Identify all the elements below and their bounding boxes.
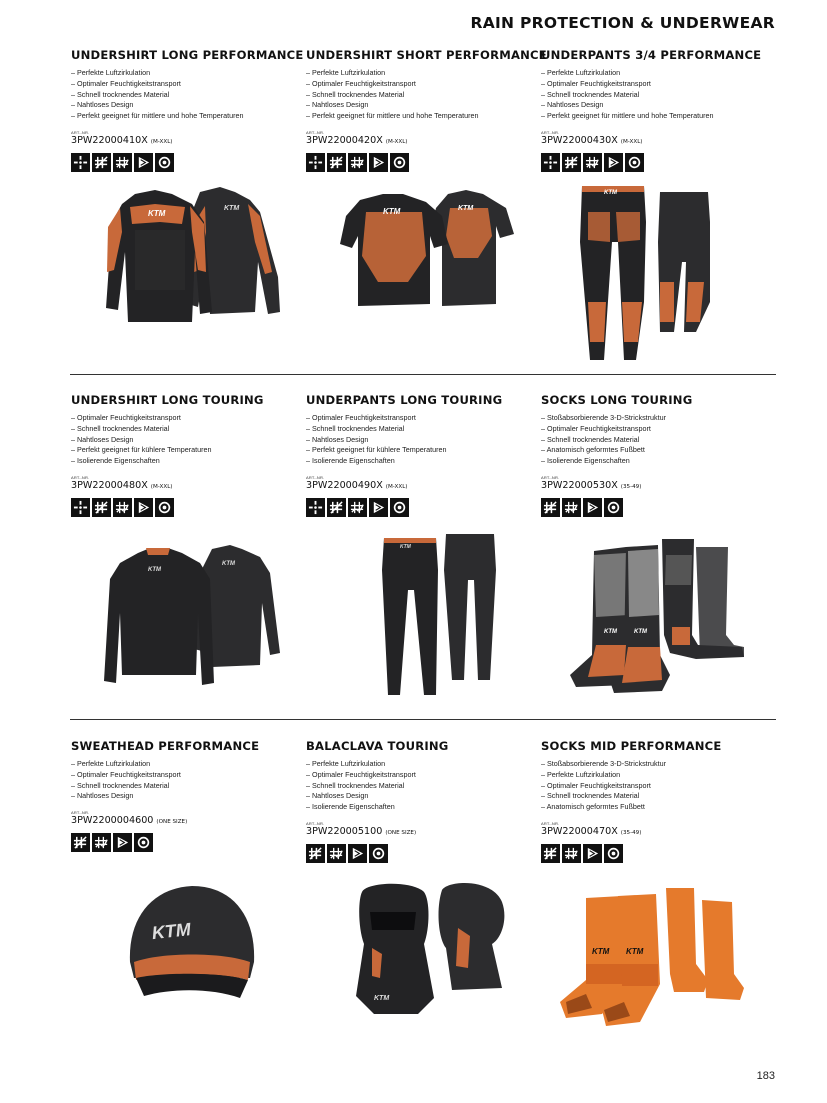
size-range: (ONE SIZE) bbox=[156, 819, 188, 826]
feature-list bbox=[306, 413, 536, 467]
article-code: 3PW2200004600 bbox=[71, 815, 154, 827]
socks-long-touring-image bbox=[566, 535, 746, 700]
quick-dry-icon bbox=[562, 844, 581, 863]
article-number bbox=[541, 480, 771, 493]
svg-text:KTM: KTM bbox=[604, 190, 617, 196]
feature-item: – Perfekte Luftzirkulation bbox=[541, 68, 621, 77]
article-number bbox=[71, 480, 301, 493]
feature-icons bbox=[71, 153, 301, 172]
feature-item: – Anatomisch geformtes Fußbett bbox=[541, 802, 645, 812]
article-number-label: ART.-NR. bbox=[306, 820, 325, 826]
svg-text:KTM: KTM bbox=[374, 995, 390, 1002]
article-number-label: ART.-NR. bbox=[71, 810, 90, 816]
feature-item: – Perfekte Luftzirkulation bbox=[541, 769, 621, 779]
moisture-transport-icon bbox=[562, 153, 581, 172]
airflow-icon bbox=[541, 153, 560, 172]
product-title: UNDERSHIRT LONG PERFORMANCE bbox=[71, 48, 304, 62]
feature-item: – Perfekte Luftzirkulation bbox=[306, 759, 386, 768]
product-title: SWEATHEAD PERFORMANCE bbox=[71, 739, 260, 753]
feature-item: – Isolierende Eigenschaften bbox=[306, 802, 395, 812]
feature-item: – Isolierende Eigenschaften bbox=[71, 456, 160, 466]
row-divider bbox=[70, 719, 776, 720]
seamless-icon bbox=[348, 844, 367, 863]
article-number-label: ART.-NR. bbox=[541, 129, 560, 135]
feature-list bbox=[541, 68, 771, 122]
moisture-transport-icon bbox=[541, 498, 560, 517]
feature-item: – Nahtloses Design bbox=[306, 434, 369, 444]
seamless-icon bbox=[134, 498, 153, 517]
feature-item: – Optimaler Feuchtigkeitstransport bbox=[541, 78, 651, 88]
article-number bbox=[71, 815, 301, 828]
product-title: UNDERSHIRT LONG TOURING bbox=[71, 393, 264, 407]
underpants-34-performance-image bbox=[574, 182, 724, 367]
feature-item: – Optimaler Feuchtigkeitstransport bbox=[306, 413, 416, 422]
product-undershirt-short-performance bbox=[306, 48, 547, 172]
feature-item: – Nahtloses Design bbox=[71, 100, 134, 110]
svg-text:KTM: KTM bbox=[148, 567, 161, 573]
feature-item: – Optimaler Feuchtigkeitstransport bbox=[306, 78, 416, 88]
product-title: SOCKS MID PERFORMANCE bbox=[541, 739, 722, 753]
product-underpants-long-touring bbox=[306, 393, 536, 517]
feature-item: – Perfekt geeignet für kühlere Temperaturen bbox=[306, 445, 447, 455]
moisture-transport-icon bbox=[541, 844, 560, 863]
product-undershirt-long-touring bbox=[71, 393, 301, 517]
feature-icons bbox=[71, 833, 301, 852]
svg-text:KTM: KTM bbox=[400, 544, 411, 550]
article-code: 3PW22000420X bbox=[306, 134, 383, 146]
feature-icons bbox=[306, 844, 536, 863]
quick-dry-icon bbox=[348, 153, 367, 172]
temperature-icon bbox=[369, 844, 388, 863]
feature-list bbox=[541, 759, 771, 813]
product-title: UNDERSHIRT SHORT PERFORMANCE bbox=[306, 48, 547, 62]
quick-dry-icon bbox=[562, 498, 581, 517]
feature-item: – Schnell trocknendes Material bbox=[71, 89, 170, 99]
feature-icons bbox=[306, 498, 536, 517]
undershirt-long-performance-image bbox=[100, 182, 290, 342]
feature-list bbox=[306, 759, 536, 813]
size-range: (M-XXL) bbox=[385, 483, 408, 490]
feature-item: – Anatomisch geformtes Fußbett bbox=[541, 445, 645, 455]
svg-text:KTM: KTM bbox=[222, 561, 235, 567]
svg-text:KTM: KTM bbox=[626, 947, 644, 956]
feature-item: – Schnell trocknendes Material bbox=[306, 89, 405, 99]
svg-text:KTM: KTM bbox=[383, 207, 401, 216]
svg-text:KTM: KTM bbox=[224, 205, 240, 212]
feature-item: – Optimaler Feuchtigkeitstransport bbox=[71, 413, 181, 422]
article-number bbox=[71, 135, 301, 148]
feature-item: – Perfekt geeignet für mittlere und hohe Temperaturen bbox=[541, 111, 714, 121]
moisture-transport-icon bbox=[306, 844, 325, 863]
temperature-icon bbox=[390, 498, 409, 517]
moisture-transport-icon bbox=[92, 153, 111, 172]
feature-item: – Nahtloses Design bbox=[541, 100, 604, 110]
quick-dry-icon bbox=[583, 153, 602, 172]
page-header: RAIN PROTECTION & UNDERWEAR bbox=[470, 14, 775, 32]
svg-text:KTM: KTM bbox=[150, 919, 192, 944]
seamless-icon bbox=[583, 844, 602, 863]
feature-item: – Schnell trocknendes Material bbox=[541, 791, 640, 801]
feature-item: – Schnell trocknendes Material bbox=[541, 434, 640, 444]
product-title: BALACLAVA TOURING bbox=[306, 739, 449, 753]
feature-item: – Nahtloses Design bbox=[306, 791, 369, 801]
size-range: (M-XXL) bbox=[150, 483, 173, 490]
article-number-label: ART.-NR. bbox=[306, 129, 325, 135]
article-code: 3PW22000410X bbox=[71, 134, 148, 146]
size-range: (35-49) bbox=[620, 829, 642, 836]
feature-item: – Nahtloses Design bbox=[71, 434, 134, 444]
product-underpants-34-performance bbox=[541, 48, 771, 172]
balaclava-touring-image bbox=[352, 878, 512, 1018]
article-number bbox=[541, 826, 771, 839]
quick-dry-icon bbox=[92, 833, 111, 852]
article-number-label: ART.-NR. bbox=[71, 129, 90, 135]
moisture-transport-icon bbox=[92, 498, 111, 517]
feature-item: – Perfekt geeignet für mittlere und hohe Temperaturen bbox=[71, 111, 244, 121]
feature-item: – Schnell trocknendes Material bbox=[71, 423, 170, 433]
feature-item: – Nahtloses Design bbox=[71, 791, 134, 801]
feature-icons bbox=[71, 498, 301, 517]
temperature-icon bbox=[625, 153, 644, 172]
seamless-icon bbox=[113, 833, 132, 852]
product-undershirt-long-performance bbox=[71, 48, 304, 172]
temperature-icon bbox=[155, 153, 174, 172]
feature-item: – Schnell trocknendes Material bbox=[71, 780, 170, 790]
moisture-transport-icon bbox=[71, 833, 90, 852]
product-title: UNDERPANTS 3/4 PERFORMANCE bbox=[541, 48, 762, 62]
seamless-icon bbox=[369, 498, 388, 517]
feature-item: – Perfekt geeignet für kühlere Temperaturen bbox=[71, 445, 212, 455]
feature-item: – Perfekte Luftzirkulation bbox=[306, 68, 386, 77]
feature-icons bbox=[541, 844, 771, 863]
underpants-long-touring-image bbox=[380, 530, 500, 700]
seamless-icon bbox=[134, 153, 153, 172]
feature-icons bbox=[306, 153, 536, 172]
article-number bbox=[306, 135, 536, 148]
svg-text:KTM: KTM bbox=[458, 205, 474, 212]
product-socks-mid-performance bbox=[541, 739, 771, 863]
article-code: 3PW22000490X bbox=[306, 479, 383, 491]
feature-item: – Optimaler Feuchtigkeitstransport bbox=[541, 780, 651, 790]
feature-item: – Stoßabsorbierende 3-D-Strickstruktur bbox=[541, 413, 667, 422]
quick-dry-icon bbox=[113, 498, 132, 517]
socks-mid-performance-image bbox=[556, 884, 746, 1034]
size-range: (M-XXL) bbox=[385, 138, 408, 145]
seamless-icon bbox=[604, 153, 623, 172]
article-number bbox=[306, 480, 536, 493]
seamless-icon bbox=[583, 498, 602, 517]
article-number-label: ART.-NR. bbox=[541, 474, 560, 480]
article-number-label: ART.-NR. bbox=[306, 474, 325, 480]
feature-list bbox=[71, 759, 301, 802]
feature-item: – Schnell trocknendes Material bbox=[541, 89, 640, 99]
feature-item: – Schnell trocknendes Material bbox=[306, 780, 405, 790]
article-code: 3PW220005100 bbox=[306, 825, 383, 837]
quick-dry-icon bbox=[113, 153, 132, 172]
feature-list bbox=[541, 413, 771, 467]
moisture-transport-icon bbox=[327, 153, 346, 172]
feature-item: – Optimaler Feuchtigkeitstransport bbox=[306, 769, 416, 779]
airflow-icon bbox=[306, 153, 325, 172]
temperature-icon bbox=[604, 498, 623, 517]
temperature-icon bbox=[155, 498, 174, 517]
feature-item: – Perfekte Luftzirkulation bbox=[71, 759, 151, 768]
feature-item: – Perfekt geeignet für mittlere und hohe Temperaturen bbox=[306, 111, 479, 121]
svg-text:KTM: KTM bbox=[634, 629, 647, 635]
quick-dry-icon bbox=[348, 498, 367, 517]
article-number bbox=[306, 826, 536, 839]
feature-item: – Optimaler Feuchtigkeitstransport bbox=[71, 78, 181, 88]
feature-item: – Schnell trocknendes Material bbox=[306, 423, 405, 433]
article-code: 3PW22000430X bbox=[541, 134, 618, 146]
feature-item: – Isolierende Eigenschaften bbox=[306, 456, 395, 466]
row-divider bbox=[70, 374, 776, 375]
seamless-icon bbox=[369, 153, 388, 172]
product-title: UNDERPANTS LONG TOURING bbox=[306, 393, 503, 407]
feature-item: – Optimaler Feuchtigkeitstransport bbox=[71, 769, 181, 779]
article-code: 3PW22000470X bbox=[541, 825, 618, 837]
undershirt-long-touring-image bbox=[102, 543, 287, 688]
feature-item: – Optimaler Feuchtigkeitstransport bbox=[541, 423, 651, 433]
feature-item: – Nahtloses Design bbox=[306, 100, 369, 110]
article-code: 3PW22000480X bbox=[71, 479, 148, 491]
svg-text:KTM: KTM bbox=[592, 947, 610, 956]
size-range: (ONE SIZE) bbox=[385, 829, 417, 836]
svg-text:KTM: KTM bbox=[148, 209, 166, 218]
airflow-icon bbox=[71, 498, 90, 517]
product-balaclava-touring bbox=[306, 739, 536, 863]
moisture-transport-icon bbox=[327, 498, 346, 517]
feature-item: – Stoßabsorbierende 3-D-Strickstruktur bbox=[541, 759, 667, 768]
airflow-icon bbox=[71, 153, 90, 172]
temperature-icon bbox=[134, 833, 153, 852]
article-number-label: ART.-NR. bbox=[71, 474, 90, 480]
product-title: SOCKS LONG TOURING bbox=[541, 393, 693, 407]
page-number: 183 bbox=[756, 1070, 775, 1082]
feature-icons bbox=[541, 498, 771, 517]
sweathead-performance-image bbox=[122, 878, 262, 1008]
feature-item: – Isolierende Eigenschaften bbox=[541, 456, 630, 466]
temperature-icon bbox=[604, 844, 623, 863]
size-range: (M-XXL) bbox=[150, 138, 173, 145]
product-sweathead-performance bbox=[71, 739, 301, 852]
size-range: (35-49) bbox=[620, 483, 642, 490]
feature-item: – Perfekte Luftzirkulation bbox=[71, 68, 151, 77]
size-range: (M-XXL) bbox=[620, 138, 643, 145]
svg-text:KTM: KTM bbox=[604, 629, 617, 635]
undershirt-short-performance-image bbox=[338, 186, 518, 311]
feature-list bbox=[71, 413, 301, 467]
quick-dry-icon bbox=[327, 844, 346, 863]
product-socks-long-touring bbox=[541, 393, 771, 517]
article-number-label: ART.-NR. bbox=[541, 820, 560, 826]
airflow-icon bbox=[306, 498, 325, 517]
feature-list bbox=[71, 68, 301, 122]
feature-list bbox=[306, 68, 536, 122]
feature-icons bbox=[541, 153, 771, 172]
temperature-icon bbox=[390, 153, 409, 172]
article-number bbox=[541, 135, 771, 148]
article-code: 3PW22000530X bbox=[541, 479, 618, 491]
